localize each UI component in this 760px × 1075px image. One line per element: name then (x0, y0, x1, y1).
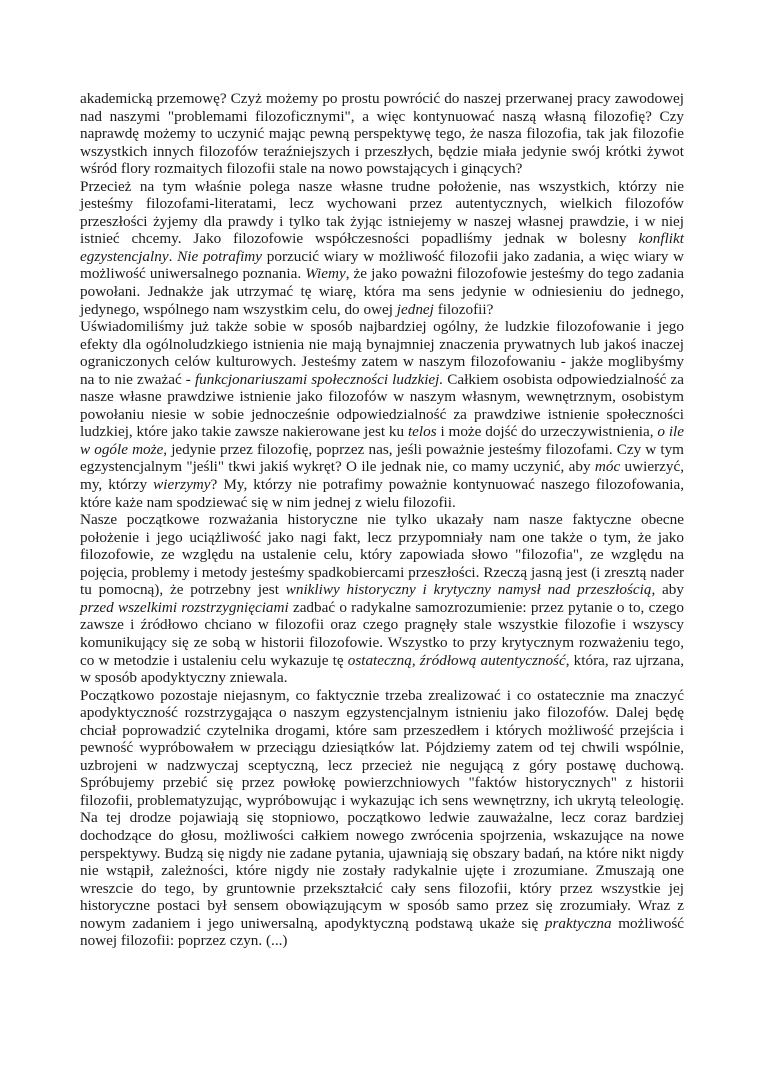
emphasized-text: konflikt egzystencjalny (80, 230, 684, 265)
text-run: Przecież na tym właśnie polega nasze własne trudne położenie, nas wszystkich, którzy nie jesteśmy filozofami-literatami, lecz wychowani przez autentycznych, wielkich filozofów przeszłości żyjemy dla prawdy i tylko tak żyjąc istniejemy w naszej własnej prawdzie, i w niej istnieć chcemy. Jako filozofowie współczesności popadliśmy jednak w bolesny (80, 177, 684, 248)
emphasized-text: ostateczną, źródłową autentyczność (347, 651, 566, 669)
paragraph-5 (80, 687, 684, 950)
text-run: akademicką przemowę? Czyż możemy po prostu powrócić do naszej przerwanej pracy zawodowej nad naszymi "problemami filozoficznymi", a więc kontynuować naszą własną filozofię? Czy naprawdę możemy to uczynić mając pewną perspektywę tego, że nasza filozofia, tak jak filozofie wszystkich innych filozofów teraźniejszych i przeszłych, będzie miała jedynie swój krótki żywot wśród flory rozmaitych filozofii stale na nowo powstających i ginących? (80, 90, 684, 178)
emphasized-text: Nie potrafimy (177, 247, 263, 265)
text-run: Uświadomiliśmy już także sobie w sposób najbardziej ogólny, że ludzkie filozofowanie i jego efekty dla ogólnoludzkiego istnienia nie mają bynajmniej znaczenia prywatnych lub jakoś inaczej ograniczonych celów kulturowych. Jesteśmy zatem w naszym filozofowaniu - jakże moglibyśmy na to nie zważać - (80, 318, 684, 388)
paragraph-2 (80, 178, 684, 318)
text-run: , że jako poważni filozofowie jesteśmy do tego zadania powołani. Jednakże jak utrzymać tę wiarę, która ma sens jedynie w odniesieniu do jednego, jedynego, wspólnego nam wszystkim celu, do owej (80, 265, 684, 318)
document-body (80, 90, 684, 950)
text-run: zadbać o radykalne samozrozumienie: przez pytanie o to, czego zawsze i źródłowo chciano w filozofii oraz czego pragnęły stale wszystkie filozofie i wszyscy komunikujący się ze sobą w historii filozofowie. Wszystko to przy krytycznym rozważeniu tego, co w metodzie i ustaleniu celu wykazuje tę (80, 598, 684, 669)
text-run: ? My, którzy nie potrafimy poważnie kontynuować naszego filozofowania, które każe nam spodziewać się w nim jednej z wielu filozofii. (80, 476, 684, 511)
emphasized-text: praktyczna (544, 914, 612, 932)
text-run: . (168, 247, 178, 265)
paragraph-4 (80, 511, 684, 686)
text-run: i może dojść do urzeczywistnienia, (436, 423, 658, 441)
text-run: , jedynie przez filozofię, poprzez nas, jeśli poważnie jesteśmy filozofami. Czy w tym egzystencjalnym "jeśli" tkwi jakiś wykręt? O ile jednak nie, co mamy uczynić, aby (80, 440, 684, 476)
text-run: Początkowo pozostaje niejasnym, co faktycznie trzeba zrealizować i co ostatecznie ma znaczyć apodyktyczność rozstrzygająca o naszym egzystencjalnym istnieniu jako filozofów. Dalej będę chciał poprowadzić czytelnika drogami, które sam przeszedłem i których możliwość przejścia i pewność wypróbowałem w przeciągu dziesiątków lat. Pójdziemy zatem od tej chwili wspólnie, uzbrojeni w nadzwyczaj sceptyczną, lecz przecież nie negującą z góry postawę duchową. Spróbujemy przebić się przez powłokę powierzchniowych "faktów historycznych" z historii filozofii, problematyzując, wypróbowując i wykazując ich sens wewnętrzny, ich ukrytą teleologię. Na tej drodze pojawiają się stopniowo, początkowo ledwie zauważalne, lecz coraz bardziej dochodzące do głosu, możliwości całkiem nowego zwrócenia spojrzenia, wskazujące na nowe perspektywy. Budzą się nigdy nie zadane pytania, ujawniają się obszary badań, na które nikt nigdy nie wstąpił, zależności, które nigdy nie zostały radykalnie ujęte i zrozumiane. Zmuszają one wreszcie do tego, by gruntownie przekształcić cały sens filozofii, który przez wszystkie jej historyczne postaci był sensem obowiązującym w sposób samo przez się zrozumiały. Wraz z nowym zadaniem i jego uniwersalną, apodyktyczną podstawą ukaże się (80, 686, 684, 932)
emphasized-text: telos (407, 423, 437, 441)
emphasized-text: o ile w ogóle może (80, 423, 684, 458)
text-run: filozofii? (433, 300, 494, 318)
emphasized-text: Wiemy (305, 265, 346, 283)
text-run: , aby (651, 581, 684, 599)
text-run: możliwość nowej filozofii: poprzez czyn. (...) (80, 914, 684, 950)
emphasized-text: móc (594, 458, 621, 476)
text-run: Nasze początkowe rozważania historyczne nie tylko ukazały nam nasze faktyczne obecne położenie i jego uciążliwość jako nagi fakt, lecz przypomniały nam one także o tym, że jako filozofowie, ze względu na ustalenie celu, który zapowiada słowo "filozofia", ze względu na pojęcia, problemy i metody jesteśmy spadkobiercami przeszłości. Rzeczą jasną jest (i zresztą nader tu pomocną), że potrzebny jest (80, 511, 684, 599)
paragraph-3 (80, 318, 684, 511)
text-run: , która, raz ujrzana, w sposób apodyktyczny zniewala. (80, 651, 684, 687)
paragraph-1 (80, 90, 684, 178)
text-run: porzucić wiary w możliwość filozofii jako zadania, a więc wiary w możliwość uniwersalnego poznania. (80, 247, 685, 283)
text-run: Całkiem osobista odpowiedzialność za nasze własne prawdziwe istnienie jako filozofów w naszym własnym, wewnętrznym, osobistym powołaniu niesie w sobie jednocześnie odpowiedzialność za prawdziwe istnienie społeczności ludzkiej, które jako takie zawsze nakierowane jest ku (80, 370, 684, 441)
emphasized-text: przed wszelkimi rozstrzygnięciami (80, 598, 289, 616)
emphasized-text: wierzymy (153, 476, 211, 494)
emphasized-text: jednej (396, 300, 434, 318)
emphasized-text: wnikliwy historyczny i krytyczny namysł nad przeszłością (285, 581, 652, 599)
emphasized-text: funkcjonariuszami społeczności ludzkiej. (194, 370, 444, 388)
text-run: uwierzyć, my, którzy (80, 458, 685, 494)
